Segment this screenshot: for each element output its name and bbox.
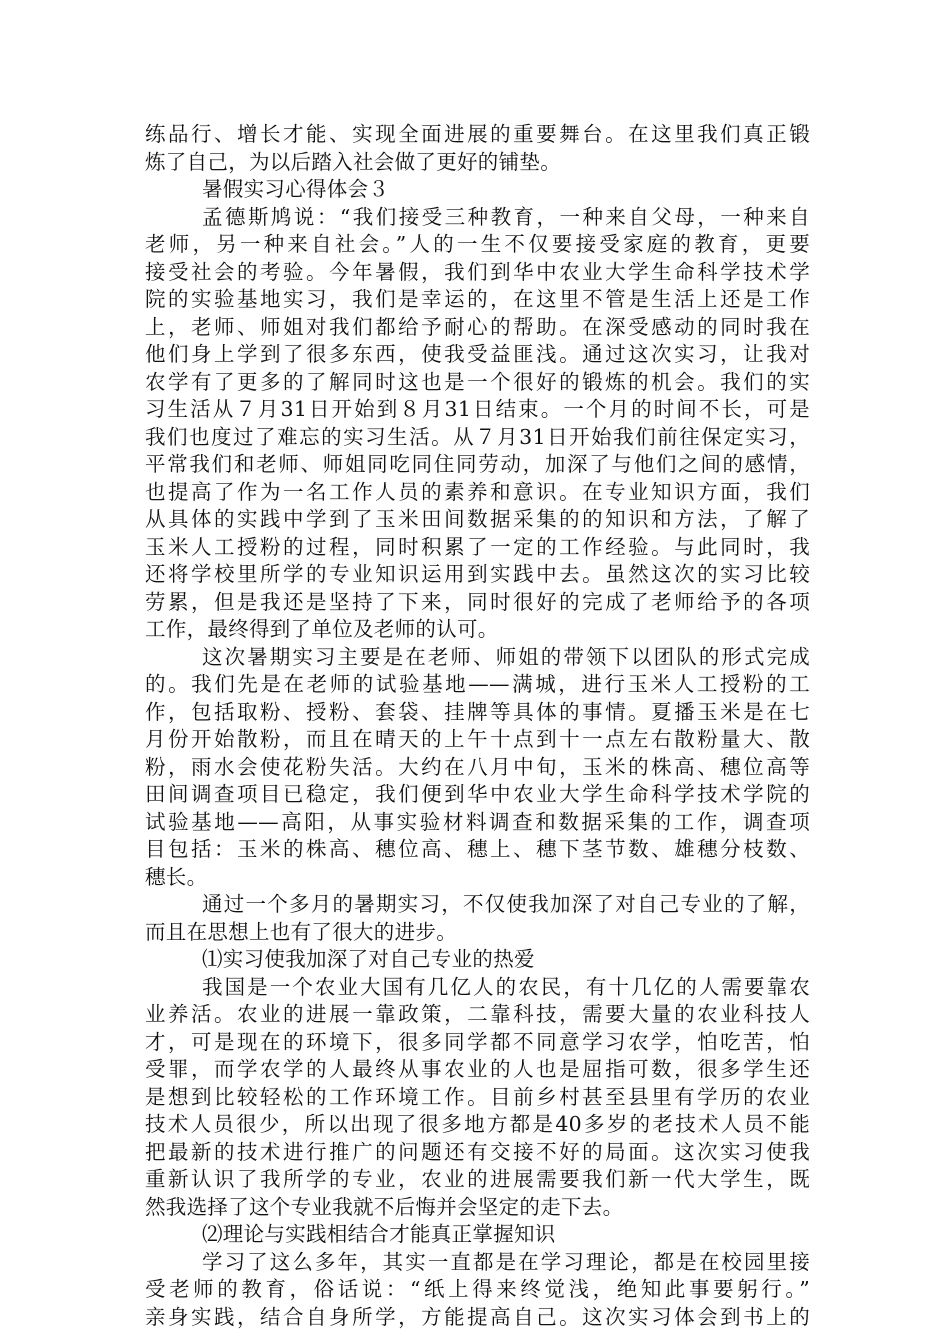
text-line: 粉，雨水会使花粉失活。大约在八月中旬，玉米的株高、穗位高等 [145, 754, 810, 779]
text-line: 试验基地——高阳，从事实验材料调查和数据采集的工作，调查项 [145, 809, 810, 834]
text-line: 月份开始散粉，而且在晴天的上午十点到十一点左右散粉量大、散 [145, 727, 810, 751]
text-line: 也提高了作为一名工作人员的素养和意识。在专业知识方面，我们 [145, 479, 810, 504]
text-line: 亲身实践，结合自身所学，方能提高自己。这次实习体会到书上的 [145, 1304, 810, 1329]
text-line: 田间调查项目已稳定，我们便到华中农业大学生命科学技术学院的 [145, 782, 810, 806]
text-line: 玉米人工授粉的过程，同时积累了一定的工作经验。与此同时，我 [145, 534, 810, 559]
text-line: 这次暑期实习主要是在老师、师姐的带领下以团队的形式完成 [202, 644, 810, 669]
text-line: 劳累，但是我还是坚持了下来，同时很好的完成了老师给予的各项 [145, 589, 810, 614]
text-line: 接受社会的考验。今年暑假，我们到华中农业大学生命科学技术学 [145, 259, 810, 284]
document-body [145, 121, 810, 1331]
text-line: 还将学校里所学的专业知识运用到实践中去。虽然这次的实习比较 [145, 562, 810, 586]
text-line: 我国是一个农业大国有几亿人的农民，有十几亿的人需要靠农 [202, 974, 810, 999]
text-line: 院的实验基地实习，我们是幸运的，在这里不管是生活上还是工作 [145, 287, 810, 311]
text-line: 业养活。农业的进展一靠政策，二靠科技，需要大量的农业科技人 [145, 1002, 810, 1026]
text-line: 工作，最终得到了单位及老师的认可。 [145, 617, 499, 641]
text-line: ⑵理论与实践相结合才能真正掌握知识 [202, 1222, 556, 1246]
text-line: 从具体的实践中学到了玉米田间数据采集的的知识和方法，了解了 [145, 507, 810, 531]
text-line: 的。我们先是在老师的试验基地——满城，进行玉米人工授粉的工 [145, 672, 810, 696]
text-line: 技术人员很少，所以出现了很多地方都是40多岁的老技术人员不能 [145, 1112, 810, 1136]
text-line: 穗长。 [145, 864, 208, 889]
text-line: 重新认识了我所学的专业，农业的进展需要我们新一代大学生，既 [145, 1167, 810, 1191]
text-line: 我们也度过了难忘的实习生活。从７月31日开始我们前往保定实习， [145, 424, 810, 449]
text-line: 练品行、增长才能、实现全面进展的重要舞台。在这里我们真正锻 [145, 122, 810, 146]
text-line: 学习了这么多年，其实一直都是在学习理论，都是在校园里接 [202, 1249, 810, 1274]
text-line: ⑴实习使我加深了对自己专业的热爱 [202, 947, 535, 971]
text-line: 受老师的教育，俗话说：“纸上得来终觉浅，绝知此事要躬行。” [145, 1277, 810, 1301]
text-line: 才，可是现在的环境下，很多同学都不同意学习农学，怕吃苦，怕 [145, 1029, 810, 1054]
text-line: 炼了自己，为以后踏入社会做了更好的铺垫。 [145, 149, 561, 174]
text-line: 孟德斯鸠说：“我们接受三种教育，一种来自父母，一种来自 [202, 204, 810, 229]
text-line: 目包括：玉米的株高、穗位高、穗上、穗下茎节数、雄穗分枝数、 [145, 837, 810, 861]
text-line: 暑假实习心得体会３ [202, 177, 390, 201]
text-line: 习生活从７月31日开始到８月31日结束。一个月的时间不长，可是 [145, 397, 810, 421]
text-line: 受罪，而学农学的人最终从事农业的人也是屈指可数，很多学生还 [145, 1057, 810, 1081]
text-line: 平常我们和老师、师姐同吃同住同劳动，加深了与他们之间的感情， [145, 452, 810, 476]
text-line: 把最新的技术进行推广的问题还有交接不好的局面。这次实习使我 [145, 1139, 810, 1164]
text-line: 然我选择了这个专业我就不后悔并会坚定的走下去。 [145, 1194, 624, 1219]
text-line: 通过一个多月的暑期实习，不仅使我加深了对自己专业的了解， [202, 892, 810, 916]
text-line: 农学有了更多的了解同时这也是一个很好的锻炼的机会。我们的实 [145, 369, 810, 394]
text-line: 作，包括取粉、授粉、套袋、挂牌等具体的事情。夏播玉米是在七 [145, 699, 810, 724]
text-line: 老师，另一种来自社会。”人的一生不仅要接受家庭的教育，更要 [145, 232, 810, 256]
text-line: 而且在思想上也有了很大的进步。 [145, 919, 457, 944]
text-line: 他们身上学到了很多东西，使我受益匪浅。通过这次实习，让我对 [145, 342, 810, 366]
text-line: 是想到比较轻松的工作环境工作。目前乡村甚至县里有学历的农业 [145, 1084, 810, 1109]
text-line: 上，老师、师姐对我们都给予耐心的帮助。在深受感动的同时我在 [145, 314, 810, 339]
